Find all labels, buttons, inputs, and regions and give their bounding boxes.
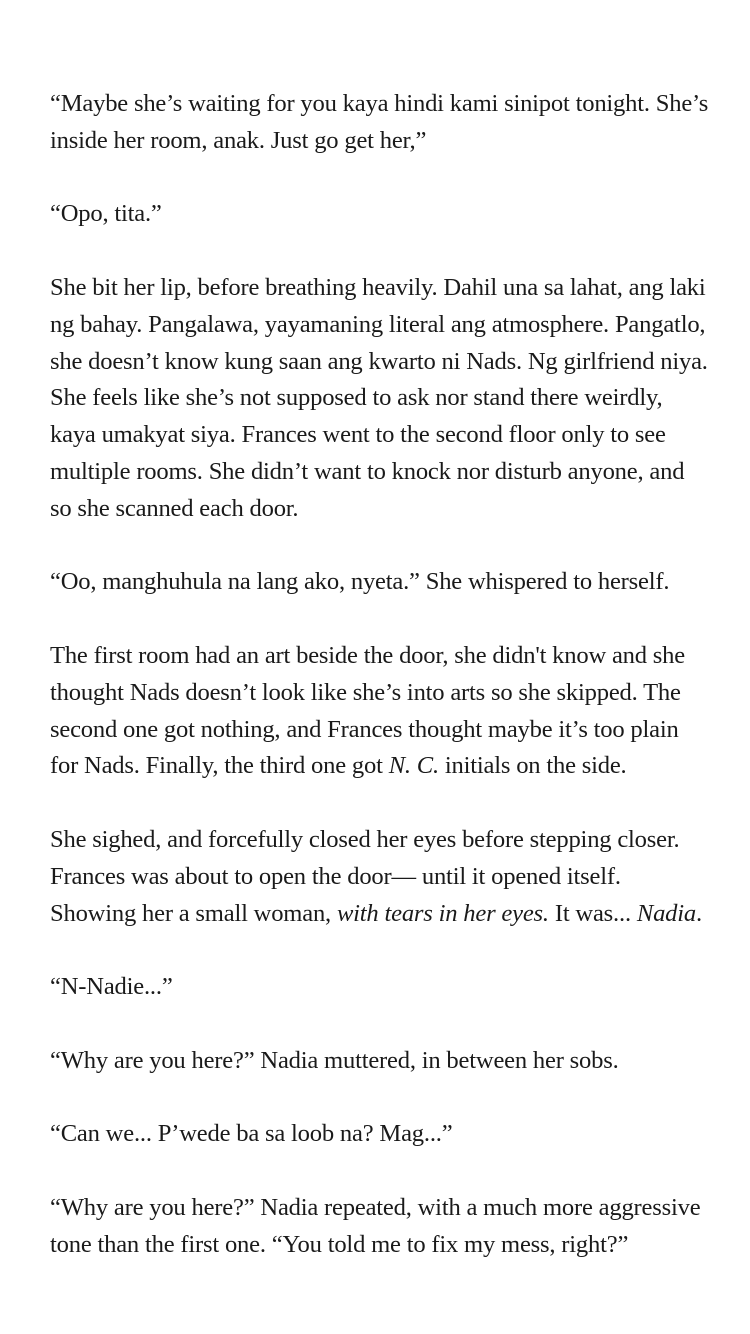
italic-text-segment: N. C. — [388, 752, 439, 780]
text-segment: “Maybe she’s waiting for you kaya hindi kami sinipot tonight. She’s inside her room, anak. Just go get her,” — [50, 90, 709, 154]
text-segment: “Can we... P’wede ba sa loob na? Mag...” — [50, 1120, 453, 1148]
paragraph — [50, 564, 710, 601]
italic-text-segment: with tears in her eyes. — [336, 899, 549, 927]
paragraph — [50, 638, 710, 785]
text-segment: “Why are you here?” Nadia muttered, in between her sobs. — [50, 1046, 619, 1074]
text-segment: She bit her lip, before breathing heavily. Dahil una sa lahat, ang laki ng bahay. Pangalawa, yayamaning literal ang atmosphere. Pangatlo, she doesn’t know kung saan ang kwarto ni Nads. Ng girlfriend niya. She feels like she’s not supposed to ask nor stand there weirdly, kaya umakyat siya. Frances went to the second floor only to see multiple rooms. She didn’t want to knock nor disturb anyone, and so she scanned each door. — [50, 273, 708, 522]
italic-text-segment: Nadia — [636, 899, 696, 927]
text-segment: “N-Nadie...” — [50, 973, 173, 1001]
paragraph — [50, 270, 710, 528]
story-text — [50, 86, 710, 1300]
text-segment: “Oo, manghuhula na lang ako, nyeta.” She whispered to herself. — [50, 568, 670, 596]
paragraph — [50, 969, 710, 1006]
paragraph — [50, 196, 710, 233]
text-segment: “Opo, tita.” — [50, 200, 162, 228]
text-segment: She sighed, and forcefully closed her eyes before stepping closer. Frances was about to open the door— until it opened itself. Showing her a small woman, — [50, 825, 680, 927]
text-segment: The first room had an art beside the door, she didn't know and she thought Nads doesn’t look like she’s into arts so she skipped. The second one got nothing, and Frances thought maybe it’s too plain for Nads. Finally, the third one got — [50, 641, 685, 780]
paragraph — [50, 822, 710, 932]
text-segment: . — [696, 899, 702, 927]
paragraph — [50, 86, 710, 160]
text-segment: It was... — [548, 899, 637, 927]
text-segment: “Why are you here?” Nadia repeated, with a much more aggressive tone than the first one. “You told me to fix my mess, right?” — [50, 1193, 701, 1258]
paragraph — [50, 1116, 710, 1153]
paragraph — [50, 1190, 710, 1264]
paragraph — [50, 1043, 710, 1080]
text-segment: initials on the side. — [438, 752, 627, 780]
